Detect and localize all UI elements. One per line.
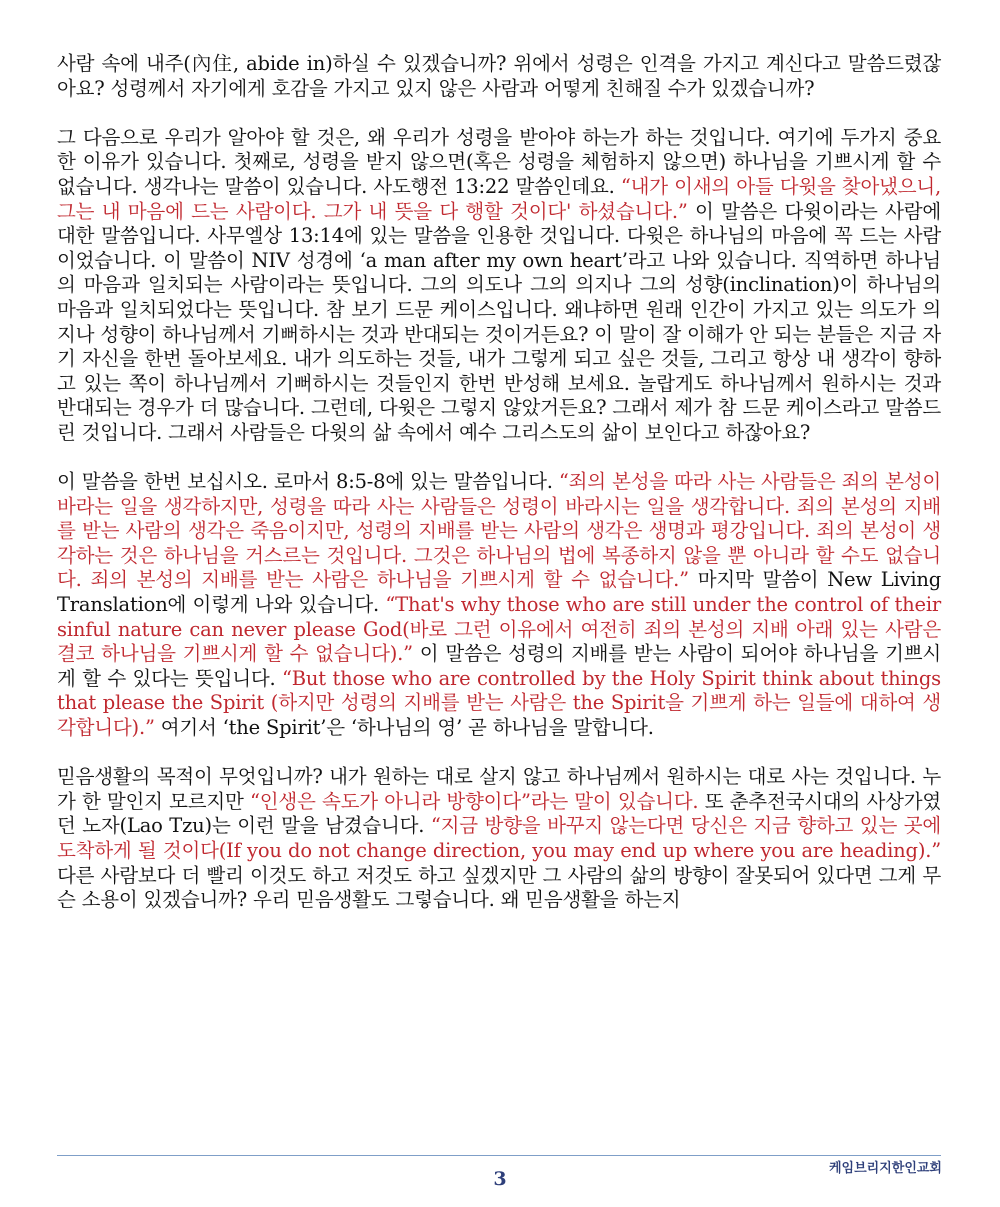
footer-rule (57, 1155, 941, 1156)
paragraph-text: 이 말씀을 한번 보십시오. 로마서 8:5-8에 있는 말씀입니다. (57, 470, 559, 494)
paragraph-text: 또 춘추전국시대의 사상가였던 노자(Lao Tzu)는 이런 말을 남겼습니다. (57, 789, 941, 838)
paragraph (57, 470, 941, 741)
paragraph-text: 마지막 말씀이 New Living Translation에 이렇게 나와 있습니다. (57, 568, 941, 617)
paragraph-text: 그 다음으로 우리가 알아야 할 것은, 왜 우리가 성령을 받아야 하는가 하는 것입니다. 여기에 두가지 중요한 이유가 있습니다. 첫째로, 성령을 받지 않으면(혹은 성령을 체험하지 않으면) 하나님을 기쁘시게 할 수 없습니다. 생각나는 말씀이 있습니다. 사도행전 13:22 말씀인데요. (57, 125, 941, 198)
paragraph (57, 126, 941, 446)
quoted-text: “That's why those who are still under the control of their sinful nature can never please God(바로 그런 이유에서 여전히 죄의 본성의 지배 아래 있는 사람은 결코 하나님을 기쁘시게 할 수 없습니다).” (57, 593, 941, 666)
paragraph-text: 이 말씀은 성령의 지배를 받는 사람이 되어야 하나님을 기쁘시게 할 수 있다는 뜻입니다. (57, 642, 941, 690)
page-number: 3 (493, 1168, 507, 1190)
paragraph (57, 52, 941, 101)
quoted-text: “지금 방향을 바꾸지 않는다면 당신은 지금 향하고 있는 곳에 도착하게 될 것이다(If you do not change direction, you may end up where you are heading).” (57, 814, 941, 862)
paragraph-text: 여기서 ‘the Spirit’은 ‘하나님의 영’ 곧 하나님을 말합니다. (154, 716, 654, 740)
church-name: 케임브리지한인교회 (828, 1161, 942, 1176)
paragraph-text: 믿음생활의 목적이 무엇입니까? 내가 원하는 대로 살지 않고 하나님께서 원하시는 대로 사는 것입니다. 누가 한 말인지 모르지만 (57, 765, 941, 813)
quoted-text: “But those who are controlled by the Holy Spirit think about things that please the Spirit (하지만 성령의 지배를 받는 사람은 the Spirit을 기쁘게 하는 일들에 대하여 생각합니다).” (57, 666, 941, 740)
quoted-text: “내가 이새의 아들 다윗을 찾아냈으니, 그는 내 마음에 드는 사람이다. 그가 내 뜻을 다 행할 것이다' 하셨습니다.” (57, 174, 941, 223)
quoted-text: “인생은 속도가 아니라 방향이다”라는 말이 있습니다. (249, 789, 699, 813)
paragraph-text: 이 말씀은 다윗이라는 사람에 대한 말씀입니다. 사무엘상 13:14에 있는 말씀을 인용한 것입니다. 다윗은 하나님의 마음에 꼭 드는 사람이었습니다. 이 말씀이 NIV 성경에 ‘a man after my own heart’라고 나와 있습니다. 직역하면 하나님의 마음과 일치되는 사람이라는 뜻입니다. 그의 의도나 그의 의지나 그의 성향(inclination)이 하나님의 마음과 일치되었다는 뜻입니다. 참 보기 드문 케이스입니다. 왜냐하면 원래 인간이 가지고 있는 의도가 의지나 성향이 하나님께서 기뻐하시는 것과 반대되는 것이거든요? 이 말이 잘 이해가 안 되는 분들은 지금 자기 자신을 한번 돌아보세요. 내가 의도하는 것들, 내가 그렇게 되고 싶은 것들, 그리고 항상 내 생각이 향하고 있는 쪽이 하나님께서 기뻐하시는 것들인지 한번 반성해 보세요. 놀랍게도 하나님께서 원하시는 것과 반대되는 경우가 더 많습니다. 그런데, 다윗은 그렇지 않았거든요? 그래서 제가 참 드문 케이스라고 말씀드린 것입니다. 그래서 사람들은 다윗의 삶 속에서 예수 그리스도의 삶이 보인다고 하잖아요? (57, 199, 941, 444)
paragraph-text: 다른 사람보다 더 빨리 이것도 하고 저것도 하고 싶겠지만 그 사람의 삶의 방향이 잘못되어 있다면 그게 무슨 소용이 있겠습니까? 우리 믿음생활도 그렇습니다. 왜 믿음생활을 하는지 (57, 863, 941, 912)
body-text (57, 52, 941, 937)
paragraph-text: 사람 속에 내주(內住, abide in)하실 수 있겠습니까? 위에서 성령은 인격을 가지고 계신다고 말씀드렸잖아요? 성령께서 자기에게 호감을 가지고 있지 않은 사람과 어떻게 친해질 수가 있겠습니까? (57, 52, 941, 100)
quoted-text: “죄의 본성을 따라 사는 사람들은 죄의 본성이 바라는 일을 생각하지만, 성령을 따라 사는 사람들은 성령이 바라시는 일을 생각합니다. 죄의 본성의 지배를 받는 사람의 생각은 죽음이지만, 성령의 지배를 받는 사람의 생각은 생명과 평강입니다. 죄의 본성이 생각하는 것은 하나님을 거스르는 것입니다. 그것은 하나님의 법에 복종하지 않을 뿐 아니라 할 수도 없습니다. 죄의 본성의 지배를 받는 사람은 하나님을 기쁘시게 할 수 없습니다.” (57, 470, 941, 592)
paragraph (57, 765, 941, 913)
